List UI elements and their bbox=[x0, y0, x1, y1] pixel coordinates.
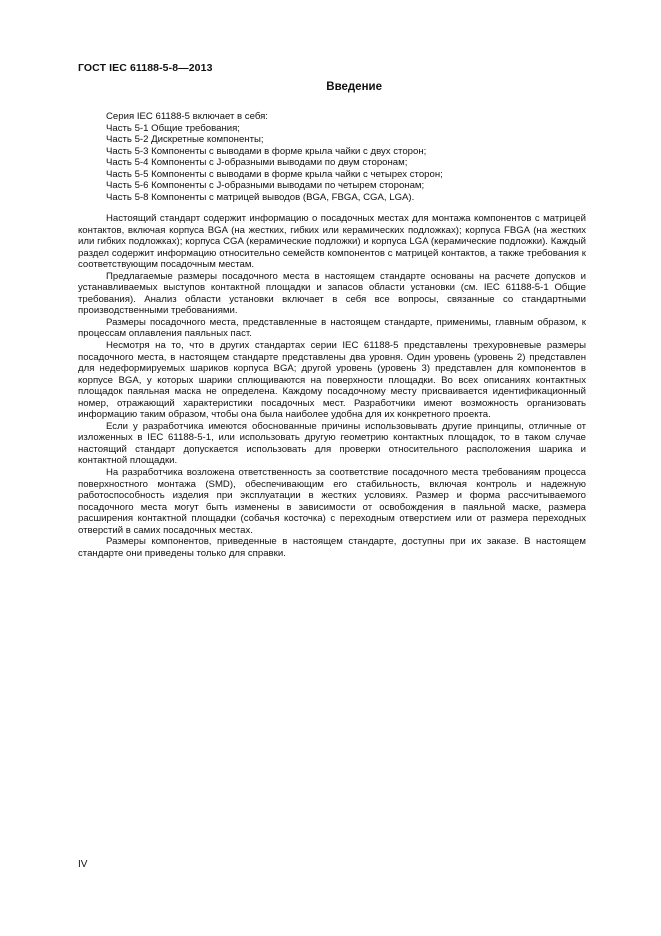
paragraph: Размеры компонентов, приведенные в настоящем стандарте, доступны при их заказе. В настоящем стандарте они приведены только для справки. bbox=[78, 536, 586, 559]
paragraph: Размеры посадочного места, представленные в настоящем стандарте, применимы, главным образом, к процессам оплавления паяльных паст. bbox=[78, 316, 586, 340]
paragraph: Несмотря на то, что в других стандартах серии IEC 61188-5 представлены трехуровневые размеры посадочного места, в настоящем стандарте представлены два уровня. Один уровень (уровень 2) представлен для недеформируемых шариков корпуса BGA; другой уровень (уровень 3) представлен для компонентов в корпусе BGA, у которых шарики сплющиваются на поверхности площадки. Во всех описаниях контактных площадок паяльная маска не определена. Каждому посадочному месту присваивается идентификационный номер, отражающий характеристики посадочных мест. Разработчики имеют возможность организовать информацию таким образом, чтобы она была наиболее удобна для их конкретного проекта. bbox=[78, 340, 586, 421]
paragraph: На разработчика возложена ответственность за соответствие посадочного места требованиям процесса поверхностного монтажа (SMD), обеспечивающим его стабильность, включая контроль и надежную работоспособность изделия при эксплуатации в жестких условиях. Размер и форма рассчитываемого посадочного места могут быть изменены в зависимости от освобождения в паяльной маске, размера расширения контактной площадки (собачья косточка) с переходным отверстием или от размера переходных отверстий в самих посадочных местах. bbox=[78, 467, 586, 536]
parts-list bbox=[78, 111, 586, 203]
body-text bbox=[78, 213, 586, 559]
list-item: Часть 5-1 Общие требования; bbox=[106, 122, 240, 134]
list-item: Часть 5-2 Дискретные компоненты; bbox=[106, 134, 264, 146]
paragraph: Если у разработчика имеются обоснованные причины использовывать другие принципы, отличные от изложенных в IEC 61188-5-1, или использовать другую геометрию контактных площадок, то в таком случае настоящий стандарт допускается использовать для проверки относительного расположения шарика и контактной площадки. bbox=[78, 420, 586, 467]
list-item: Часть 5-5 Компоненты с выводами в форме крыла чайки с четырех сторон; bbox=[106, 168, 443, 180]
document-header: ГОСТ IEC 61188-5-8—2013 bbox=[78, 62, 213, 74]
section-title: Введение bbox=[326, 81, 382, 93]
paragraph: Настоящий стандарт содержит информацию о посадочных местах для монтажа компонентов с матрицей контактов, включая корпуса BGA (на жестких, гибких или керамических подложках); корпуса FBGA (на жестких или гибких подложках); корпуса CGA (керамические подложки) и корпуса LGA (керамические подложки). Каждый раздел содержит информацию относительно семейств компонентов с матрицей контактов, а также требования к соответствующим посадочным местам. bbox=[78, 213, 586, 271]
paragraph: Предлагаемые размеры посадочного места в настоящем стандарте основаны на расчете допусков и устанавливаемых выступов контактной площадки и запасов области установки (см. IEC 61188-5-1 Общие требования). Анализ области установки включает в себя все вопросы, связанные со стандартными производственными требованиями. bbox=[78, 270, 586, 317]
list-item: Часть 5-4 Компоненты с J-образными выводами по двум сторонам; bbox=[106, 157, 408, 169]
list-item: Часть 5-3 Компоненты с выводами в форме крыла чайки с двух сторон; bbox=[106, 145, 427, 157]
list-item: Часть 5-8 Компоненты с матрицей выводов (BGA, FBGA, CGA, LGA). bbox=[106, 191, 415, 203]
page-number: IV bbox=[78, 859, 88, 870]
list-item: Серия IEC 61188-5 включает в себя: bbox=[106, 111, 268, 122]
list-item: Часть 5-6 Компоненты с J-образными выводами по четырем сторонам; bbox=[106, 180, 425, 192]
